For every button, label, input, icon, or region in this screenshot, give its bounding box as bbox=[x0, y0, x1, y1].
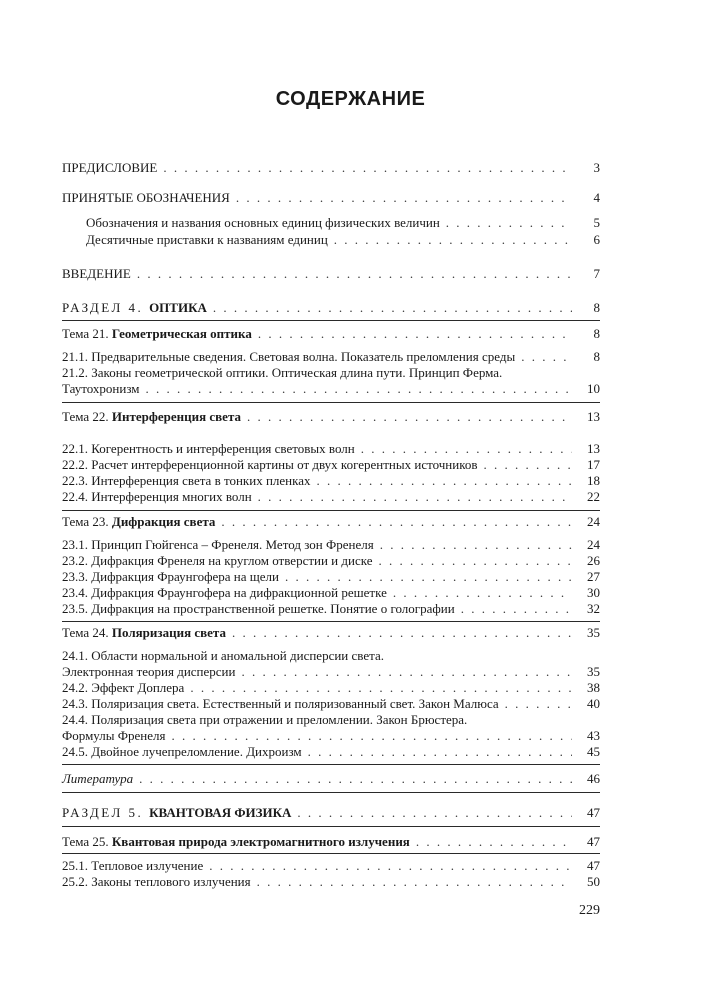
toc-page: 26 bbox=[587, 553, 600, 568]
toc-page: 17 bbox=[587, 457, 600, 472]
toc-entry-23-4[interactable] bbox=[62, 585, 600, 601]
topic-prefix: Тема 22. bbox=[62, 409, 112, 424]
leader-dots bbox=[505, 696, 572, 712]
leader-dots bbox=[190, 680, 572, 696]
toc-entry-literatura[interactable] bbox=[62, 771, 600, 787]
toc-entry-ob-sub2[interactable] bbox=[86, 232, 600, 248]
toc-label: 22.3. Интерференция света в тонких пленках bbox=[62, 473, 311, 488]
topic-name: Геометрическая оптика bbox=[111, 326, 252, 341]
toc-entry-predislovie[interactable] bbox=[62, 160, 600, 176]
toc-entry-23-3[interactable] bbox=[62, 569, 600, 585]
toc-page: 40 bbox=[587, 696, 600, 711]
toc-entry-24-2[interactable] bbox=[62, 680, 600, 696]
toc-page: 6 bbox=[593, 232, 600, 247]
toc-entry-tema22[interactable] bbox=[62, 409, 600, 425]
toc-page: 43 bbox=[587, 728, 600, 743]
toc-entry-25-2[interactable] bbox=[62, 874, 600, 890]
topic-name: Квантовая природа электромагнитного излучения bbox=[111, 834, 410, 849]
toc-page: 8 bbox=[593, 349, 600, 364]
leader-dots bbox=[379, 553, 573, 569]
toc-entry-22-3[interactable] bbox=[62, 473, 600, 489]
divider bbox=[62, 853, 600, 854]
toc-label: 24.5. Двойное лучепреломление. Дихроизм bbox=[62, 744, 302, 759]
divider bbox=[62, 826, 600, 827]
leader-dots bbox=[297, 805, 572, 821]
toc-page: 30 bbox=[587, 585, 600, 600]
toc-label: ПРИНЯТЫЕ ОБОЗНАЧЕНИЯ bbox=[62, 190, 230, 205]
toc-label: ВВЕДЕНИЕ bbox=[62, 266, 131, 281]
section-prefix: РАЗДЕЛ 5. bbox=[62, 805, 150, 820]
toc-entry-22-1[interactable] bbox=[62, 441, 600, 457]
toc-page: 5 bbox=[593, 215, 600, 230]
toc-label: 23.3. Дифракция Фраунгофера на щели bbox=[62, 569, 279, 584]
section-name: ОПТИКА bbox=[149, 300, 207, 315]
leader-dots bbox=[137, 266, 572, 282]
toc-entry-22-2[interactable] bbox=[62, 457, 600, 473]
leader-dots bbox=[446, 215, 572, 231]
toc-label: Литература bbox=[62, 771, 134, 786]
toc-label bbox=[62, 326, 252, 342]
leader-dots bbox=[334, 232, 572, 248]
toc-page: 8 bbox=[593, 326, 600, 341]
leader-dots bbox=[236, 190, 572, 206]
topic-name: Дифракция света bbox=[111, 514, 216, 529]
leader-dots bbox=[380, 537, 572, 553]
toc-label: Формулы Френеля bbox=[62, 728, 166, 743]
toc-page: 24 bbox=[587, 537, 600, 552]
toc-entry-22-4[interactable] bbox=[62, 489, 600, 505]
leader-dots bbox=[461, 601, 572, 617]
toc-page: 27 bbox=[587, 569, 600, 584]
toc-page: 46 bbox=[587, 771, 600, 786]
toc-entry-21-2[interactable] bbox=[62, 381, 600, 397]
leader-dots bbox=[258, 489, 572, 505]
toc-entry-ob-sub1[interactable] bbox=[86, 215, 600, 231]
topic-name: Интерференция света bbox=[111, 409, 241, 424]
toc-page: 38 bbox=[587, 680, 600, 695]
toc-label: 23.2. Дифракция Френеля на круглом отверстии и диске bbox=[62, 553, 373, 568]
leader-dots bbox=[146, 381, 572, 397]
toc-label: 25.1. Тепловое излучение bbox=[62, 858, 204, 873]
leader-dots bbox=[484, 457, 572, 473]
toc-label: 23.4. Дифракция Фраунгофера на дифракционной решетке bbox=[62, 585, 387, 600]
topic-prefix: Тема 21. bbox=[62, 326, 112, 341]
toc-page: 35 bbox=[587, 664, 600, 679]
toc-entry-24-1-line1[interactable]: 24.1. Области нормальной и аномальной дисперсии света. bbox=[62, 648, 384, 663]
toc-entry-tema21[interactable] bbox=[62, 326, 600, 342]
toc-label bbox=[62, 514, 215, 530]
toc-label: 22.4. Интерференция многих волн bbox=[62, 489, 252, 504]
topic-name: Поляризация света bbox=[111, 625, 226, 640]
toc-page: 13 bbox=[587, 441, 600, 456]
leader-dots bbox=[393, 585, 572, 601]
leader-dots bbox=[209, 858, 572, 874]
toc-entry-24-4[interactable] bbox=[62, 728, 600, 744]
toc-label: Таутохронизм bbox=[62, 381, 140, 396]
section-name: КВАНТОВАЯ ФИЗИКА bbox=[149, 805, 292, 820]
toc-entry-23-5[interactable] bbox=[62, 601, 600, 617]
leader-dots bbox=[521, 349, 572, 365]
divider bbox=[62, 510, 600, 511]
toc-page: 47 bbox=[587, 858, 600, 873]
toc-page: 10 bbox=[587, 381, 600, 396]
divider bbox=[62, 402, 600, 403]
toc-page: 22 bbox=[587, 489, 600, 504]
toc-label: 23.5. Дифракция на пространственной решетке. Понятие о голографии bbox=[62, 601, 455, 616]
toc-label bbox=[62, 625, 226, 641]
divider bbox=[62, 764, 600, 765]
toc-label: ПРЕДИСЛОВИЕ bbox=[62, 160, 158, 175]
leader-dots bbox=[213, 300, 572, 316]
toc-page: 18 bbox=[587, 473, 600, 488]
toc-page: 3 bbox=[593, 160, 600, 175]
toc-label: 24.3. Поляризация света. Естественный и поляризованный свет. Закон Малюса bbox=[62, 696, 499, 711]
toc-label: Электронная теория дисперсии bbox=[62, 664, 236, 679]
leader-dots bbox=[258, 326, 572, 342]
leader-dots bbox=[317, 473, 572, 489]
toc-page: 7 bbox=[593, 266, 600, 281]
toc-label: Десятичные приставки к названиям единиц bbox=[86, 232, 328, 247]
toc-page: 32 bbox=[587, 601, 600, 616]
toc-entry-21-1[interactable] bbox=[62, 349, 600, 365]
leader-dots bbox=[171, 728, 572, 744]
topic-prefix: Тема 24. bbox=[62, 625, 112, 640]
toc-entry-25-1[interactable] bbox=[62, 858, 600, 874]
toc-label: 25.2. Законы теплового излучения bbox=[62, 874, 251, 889]
page-number: 229 bbox=[579, 903, 600, 918]
leader-dots bbox=[285, 569, 572, 585]
toc-entry-tema24[interactable] bbox=[62, 625, 600, 641]
toc-entry-tema23[interactable] bbox=[62, 514, 600, 530]
divider bbox=[62, 621, 600, 622]
divider bbox=[62, 792, 600, 793]
toc-page: 47 bbox=[587, 834, 600, 849]
page-title: СОДЕРЖАНИЕ bbox=[275, 88, 426, 110]
leader-dots bbox=[247, 409, 572, 425]
toc-entry-24-5[interactable] bbox=[62, 744, 600, 760]
leader-dots bbox=[139, 771, 572, 787]
toc-entry-21-2-line1[interactable]: 21.2. Законы геометрической оптики. Оптическая длина пути. Принцип Ферма. bbox=[62, 365, 503, 380]
leader-dots bbox=[232, 625, 572, 641]
divider bbox=[62, 320, 600, 321]
toc-entry-24-4-line1[interactable]: 24.4. Поляризация света при отражении и преломлении. Закон Брюстера. bbox=[62, 712, 468, 727]
leader-dots bbox=[241, 664, 572, 680]
toc-page: 8 bbox=[593, 300, 600, 315]
toc-entry-24-1[interactable] bbox=[62, 664, 600, 680]
toc-entry-23-1[interactable] bbox=[62, 537, 600, 553]
toc-label: 23.1. Принцип Гюйгенса – Френеля. Метод зон Френеля bbox=[62, 537, 374, 552]
toc-page: 47 bbox=[587, 805, 600, 820]
toc-page: 35 bbox=[587, 625, 600, 640]
topic-prefix: Тема 23. bbox=[62, 514, 112, 529]
toc-label: Обозначения и названия основных единиц физических величин bbox=[86, 215, 440, 230]
toc-label: 24.2. Эффект Доплера bbox=[62, 680, 185, 695]
toc-page: 4 bbox=[593, 190, 600, 205]
toc-entry-24-3[interactable] bbox=[62, 696, 600, 712]
toc-label: 21.1. Предварительные сведения. Световая волна. Показатель преломления среды bbox=[62, 349, 516, 364]
leader-dots bbox=[416, 834, 572, 850]
toc-entry-vvedenie[interactable] bbox=[62, 266, 600, 282]
topic-prefix: Тема 25. bbox=[62, 834, 112, 849]
toc-label: 22.1. Когерентность и интерференция световых волн bbox=[62, 441, 355, 456]
toc-page: 45 bbox=[587, 744, 600, 759]
toc-label bbox=[62, 409, 241, 425]
leader-dots bbox=[361, 441, 572, 457]
toc-label: 22.2. Расчет интерференционной картины от двух когерентных источников bbox=[62, 457, 478, 472]
leader-dots bbox=[308, 744, 572, 760]
toc-entry-oboznacheniya[interactable] bbox=[62, 190, 600, 206]
toc-label bbox=[62, 805, 291, 821]
section-prefix: РАЗДЕЛ 4. bbox=[62, 300, 150, 315]
toc-page: 24 bbox=[587, 514, 600, 529]
toc-entry-tema25[interactable] bbox=[62, 834, 600, 850]
leader-dots bbox=[221, 514, 572, 530]
toc-entry-23-2[interactable] bbox=[62, 553, 600, 569]
toc-label bbox=[62, 300, 207, 316]
toc-label bbox=[62, 834, 410, 850]
toc-entry-razdel4[interactable] bbox=[62, 300, 600, 316]
toc-page: 50 bbox=[587, 874, 600, 889]
toc-page: 13 bbox=[587, 409, 600, 424]
leader-dots bbox=[257, 874, 572, 890]
toc-entry-razdel5[interactable] bbox=[62, 805, 600, 821]
leader-dots bbox=[163, 160, 572, 176]
